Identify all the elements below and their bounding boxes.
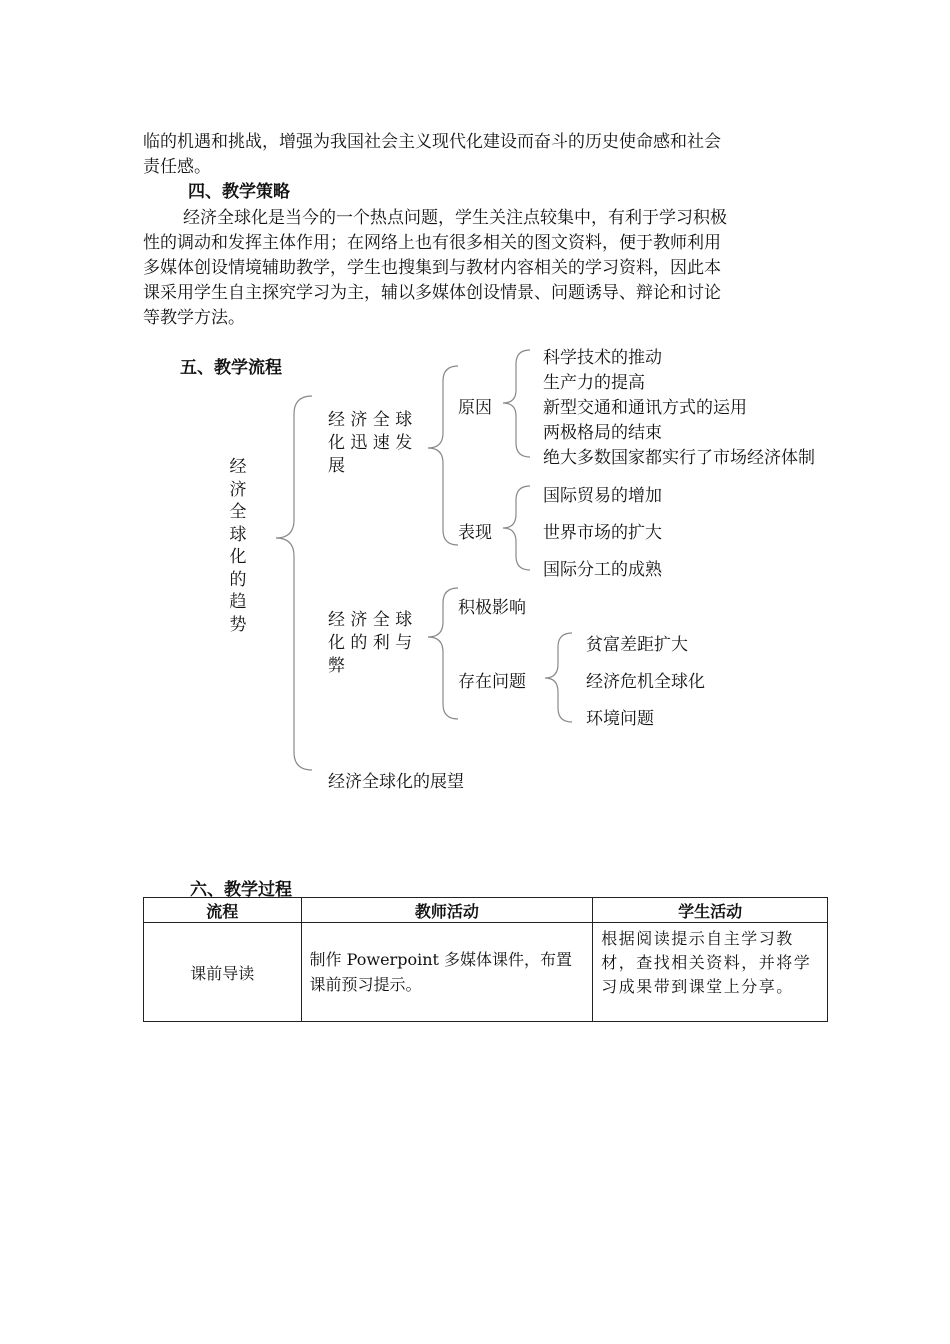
problem-item: 环境问题 bbox=[586, 709, 654, 729]
flow-root-label bbox=[228, 456, 248, 636]
branch2-line-2: 化 的 利 与 bbox=[328, 633, 413, 653]
branch2-line-1: 经 济 全 球 bbox=[328, 610, 413, 630]
cause-item: 两极格局的结束 bbox=[543, 423, 662, 443]
manifest-item: 国际贸易的增加 bbox=[543, 486, 662, 506]
cause-item: 科学技术的推动 bbox=[543, 348, 662, 368]
problem-label: 存在问题 bbox=[458, 672, 526, 692]
root-label-char: 化 bbox=[229, 547, 247, 567]
branch1-line-2: 化 迅 速 发 bbox=[328, 433, 413, 453]
section-4-heading: 四、教学策略 bbox=[188, 182, 290, 202]
column-header: 学生活动 bbox=[593, 898, 828, 923]
table-row bbox=[144, 923, 828, 1022]
section-4-line-4: 课采用学生自主探究学习为主，辅以多媒体创设情景、问题诱导、辩论和讨论 bbox=[143, 283, 721, 303]
student-activity-cell: 根据阅读提示自主学习教材，查找相关资料，并将学习成果带到课堂上分享。 bbox=[593, 923, 828, 1022]
root-label-char: 的 bbox=[229, 569, 247, 590]
manifest-label: 表现 bbox=[458, 523, 492, 543]
branch1-line-1: 经 济 全 球 bbox=[328, 410, 413, 430]
section-4-line-1: 经济全球化是当今的一个热点问题，学生关注点较集中，有利于学习积极 bbox=[183, 208, 727, 228]
positive-label: 积极影响 bbox=[458, 598, 526, 618]
flow-cell: 课前导读 bbox=[144, 923, 302, 1022]
teacher-activity-cell: 制作 Powerpoint 多媒体课件，布置课前预习提示。 bbox=[301, 923, 593, 1022]
problem-item: 经济危机全球化 bbox=[586, 672, 705, 692]
root-label-char: 经 bbox=[229, 457, 247, 477]
intro-line-1: 临的机遇和挑战，增强为我国社会主义现代化建设而奋斗的历史使命感和社会 bbox=[143, 132, 721, 152]
root-brace bbox=[276, 396, 312, 770]
problems-brace bbox=[545, 633, 572, 722]
process-table bbox=[143, 897, 828, 1022]
cause-label: 原因 bbox=[458, 398, 492, 418]
intro-line-2: 责任感。 bbox=[143, 157, 211, 177]
section-5-heading: 五、教学流程 bbox=[180, 358, 282, 378]
manifest-brace bbox=[503, 486, 530, 570]
cause-item: 绝大多数国家都实行了市场经济体制 bbox=[543, 448, 815, 468]
branch2-line-3: 弊 bbox=[328, 656, 345, 676]
root-label-char: 势 bbox=[229, 614, 247, 635]
table-header-row bbox=[144, 898, 828, 923]
column-header: 流程 bbox=[144, 898, 302, 923]
branch2-brace bbox=[428, 588, 458, 719]
column-header: 教师活动 bbox=[301, 898, 593, 923]
section-4-line-5: 等教学方法。 bbox=[143, 308, 245, 328]
root-label-char: 全 bbox=[229, 502, 247, 522]
manifest-item: 世界市场的扩大 bbox=[543, 523, 662, 543]
section-4-line-3: 多媒体创设情境辅助教学，学生也搜集到与教材内容相关的学习资料，因此本 bbox=[143, 258, 721, 278]
cause-item: 生产力的提高 bbox=[543, 373, 645, 393]
branch1-line-3: 展 bbox=[328, 456, 345, 476]
root-label-char: 球 bbox=[229, 524, 247, 545]
section-4-line-2: 性的调动和发挥主体作用；在网络上也有很多相关的图文资料，便于教师利用 bbox=[143, 233, 721, 253]
section-6-heading: 六、教学过程 bbox=[190, 880, 292, 900]
root-label-char: 趋 bbox=[229, 592, 247, 612]
branch1-brace bbox=[428, 366, 458, 545]
branch3-label: 经济全球化的展望 bbox=[328, 772, 464, 792]
manifest-item: 国际分工的成熟 bbox=[543, 560, 662, 580]
causes-brace bbox=[503, 350, 530, 457]
problem-item: 贫富差距扩大 bbox=[586, 635, 688, 655]
root-label-char: 济 bbox=[229, 479, 247, 500]
cause-item: 新型交通和通讯方式的运用 bbox=[543, 398, 747, 418]
